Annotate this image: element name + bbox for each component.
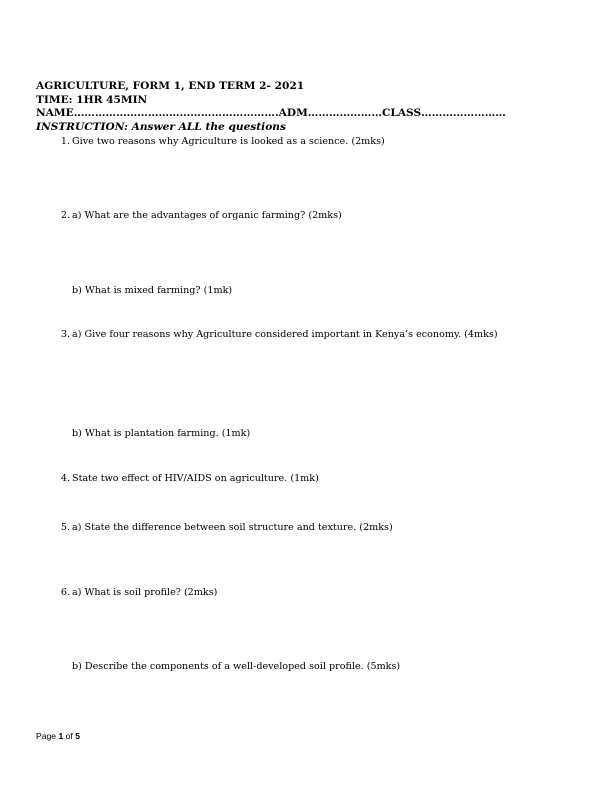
page-label: Page	[36, 731, 57, 741]
question-text: b) What is plantation farming. (1mk)	[72, 428, 251, 439]
question-number: 4.	[60, 473, 70, 484]
question-text: a) Give four reasons why Agriculture considered important in Kenya’s economy. (4mks)	[72, 329, 498, 340]
question-text: Give two reasons why Agriculture is looked as a science. (2mks)	[72, 136, 385, 147]
page-total: 5	[75, 731, 80, 741]
instruction: INSTRUCTION: Answer ALL the questions	[36, 120, 286, 133]
of-label: of	[65, 731, 73, 741]
question-text: b) What is mixed farming? (1mk)	[72, 285, 233, 296]
question-number: 3.	[60, 329, 70, 340]
exam-header	[36, 80, 556, 134]
question-number: 6.	[60, 587, 70, 598]
exam-time: TIME: 1HR 45MIN	[36, 93, 148, 106]
name-adm-class-line: NAME………………………………………………….ADM…………………CLASS……………………	[36, 107, 506, 119]
question-text: b) Describe the components of a well-developed soil profile. (5mks)	[72, 661, 401, 672]
question-text: a) What are the advantages of organic farming? (2mks)	[72, 210, 342, 221]
page-footer	[36, 731, 80, 741]
question-text: State two effect of HIV/AIDS on agriculture. (1mk)	[72, 473, 319, 484]
question-number: 5.	[60, 522, 70, 533]
question-text: a) What is soil profile? (2mks)	[72, 587, 218, 598]
question-number: 2.	[60, 210, 70, 221]
page-current: 1	[58, 731, 64, 741]
question-number: 1.	[60, 136, 70, 147]
exam-title: AGRICULTURE, FORM 1, END TERM 2- 2021	[36, 80, 305, 92]
question-text: a) State the difference between soil structure and texture. (2mks)	[72, 522, 393, 533]
